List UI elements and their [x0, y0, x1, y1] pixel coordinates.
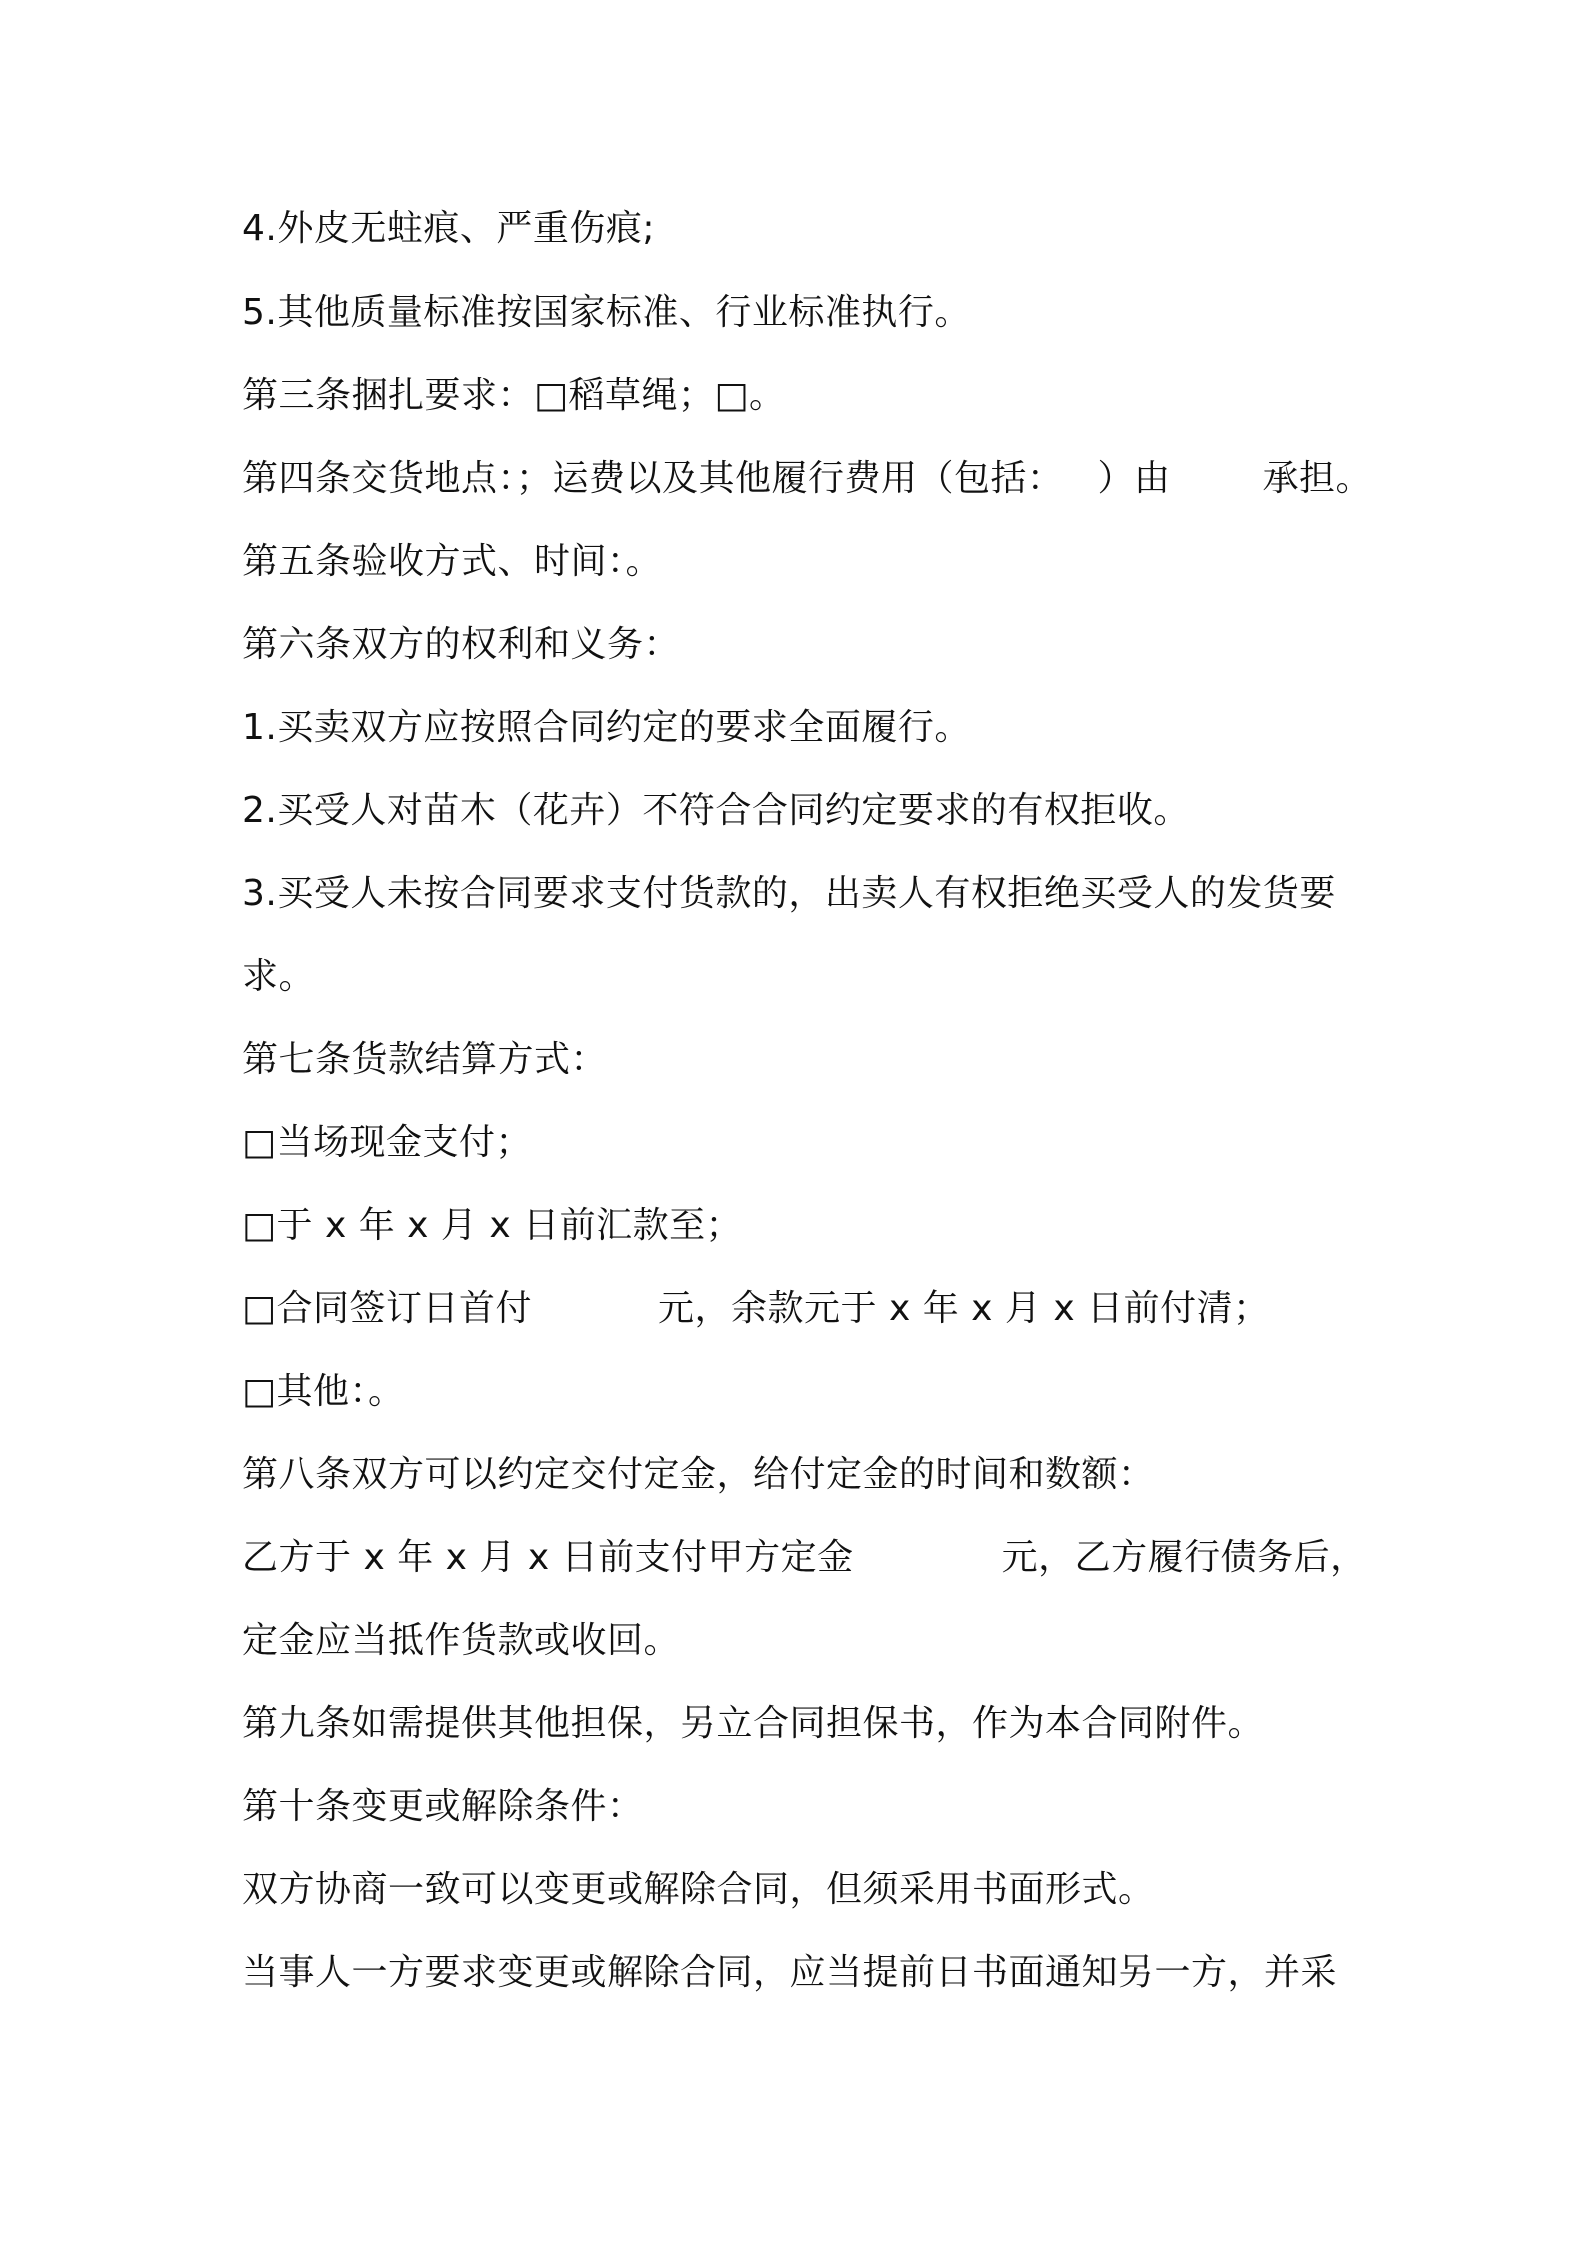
payment-option-other: □其他：。 [242, 1371, 405, 1412]
article-5-acceptance: 第五条验收方式、时间：。 [242, 541, 663, 582]
article-6-title: 第六条双方的权利和义务： [242, 624, 681, 665]
article-6-item-1: 1.买卖双方应按照合同约定的要求全面履行。 [242, 707, 971, 748]
article-7-title: 第七条货款结算方式： [242, 1039, 608, 1080]
article-9-guarantee: 第九条如需提供其他担保，另立合同担保书，作为本合同附件。 [242, 1703, 1265, 1744]
quality-item-4: 4.外皮无蛀痕、严重伤痕; [242, 208, 655, 249]
article-10-item-2: 当事人一方要求变更或解除合同，应当提前日书面通知另一方，并采 [242, 1952, 1338, 1993]
deposit-part-1: 乙方于 x 年 x 月 x 日前支付甲方定金 [242, 1537, 854, 1578]
article-4-delivery [242, 455, 1373, 503]
payment-option-remit: □于 x 年 x 月 x 日前汇款至； [242, 1205, 743, 1246]
article-4-part-1: 第四条交货地点：；运费以及其他履行费用（包括： [242, 458, 1064, 499]
deposit-part-2: 元，乙方履行债务后， [1001, 1537, 1367, 1578]
article-10-item-1: 双方协商一致可以变更或解除合同，但须采用书面形式。 [242, 1869, 1155, 1910]
article-6-item-2: 2.买受人对苗木（花卉）不符合合同约定要求的有权拒收。 [242, 790, 1190, 831]
article-3-binding: 第三条捆扎要求：□稻草绳；□。 [242, 375, 786, 416]
article-8-title: 第八条双方可以约定交付定金，给付定金的时间和数额： [242, 1454, 1155, 1495]
article-8-deposit-cont: 定金应当抵作货款或收回。 [242, 1620, 681, 1661]
article-8-deposit [242, 1534, 1367, 1582]
article-6-item-3: 3.买受人未按合同要求支付货款的，出卖人有权拒绝买受人的发货要 [242, 873, 1336, 914]
quality-item-5: 5.其他质量标准按国家标准、行业标准执行。 [242, 292, 971, 333]
article-10-title: 第十条变更或解除条件： [242, 1786, 644, 1827]
payment-option-cash: □当场现金支付； [242, 1122, 533, 1163]
article-6-item-3-cont: 求。 [242, 956, 316, 997]
installment-part-1: □合同签订日首付 [242, 1288, 533, 1329]
payment-option-installment [242, 1285, 1362, 1333]
article-4-part-2: ）由 [1097, 458, 1171, 499]
article-4-part-3: 承担。 [1262, 458, 1373, 499]
installment-part-2: 元，余款元于 x 年 x 月 x 日前付清； [658, 1288, 1270, 1329]
